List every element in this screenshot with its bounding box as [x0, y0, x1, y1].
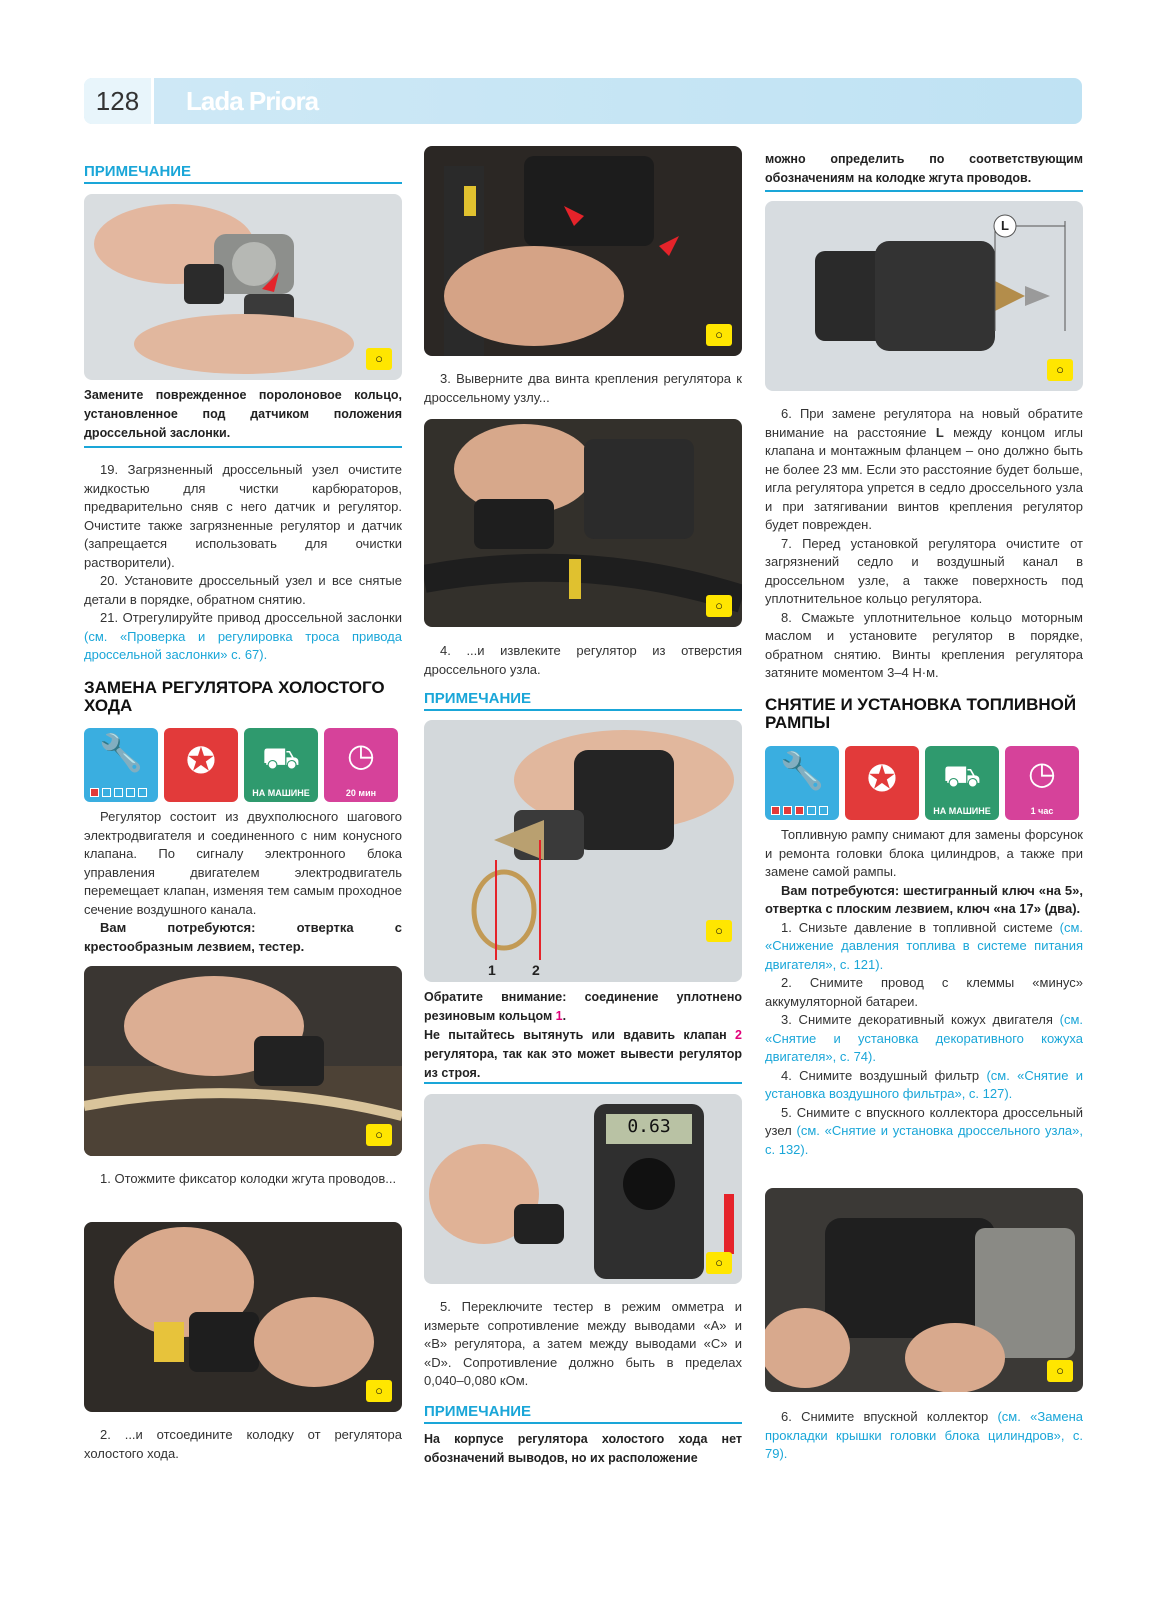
step-3-text: 3. Снимите декоративный кожух двигателя [781, 1012, 1060, 1027]
photo-step-3 [424, 146, 742, 356]
step-1 [765, 919, 1083, 975]
step-1-text: 1. Снизьте давление в топливной системе [781, 919, 1060, 935]
paragraph-8: 8. Смажьте уплотнительное кольцо моторным маслом и установите регулятор в порядке, обратном снятию. Винты крепления регулятора затяните моментом 3–4 Н·м. [765, 609, 1083, 680]
note-divider [424, 1082, 742, 1084]
paragraph-6-letter: L [935, 424, 944, 440]
fuel-rail-intro: Топливную рампу снимают для замены форсунок и ремонта головки блока цилиндров, а также при замене самой рампы. [765, 827, 1083, 879]
difficulty-level-2 [783, 806, 792, 815]
step-5-text: 5. Переключите тестер в режим омметра и измерьте сопротивление между выводами «A» и «B» регулятора, а затем между выводами «C» и «D». Сопротивление должно быть в пределах 0,040–0,080 кОм. [424, 1299, 742, 1388]
difficulty-level-5 [819, 806, 828, 815]
dimension-label: L [1001, 218, 1009, 233]
tools-paragraph: Вам потребуются: шестигранный ключ «на 5», отвертка с плоским лезвием, ключ «на 17» (два). [765, 882, 1083, 916]
photo-throttle-body [84, 194, 402, 380]
note-text-a: Обратите внимание: соединение уплотнено резиновым кольцом [424, 990, 742, 1023]
paragraph-block [765, 405, 1083, 683]
highlight-number-2: 2 [735, 1028, 742, 1042]
difficulty-level-2 [102, 788, 111, 797]
difficulty-level-5 [138, 788, 147, 797]
note-divider [765, 190, 1083, 192]
location-tile [925, 746, 999, 820]
photo-step-4 [424, 419, 742, 627]
callout-2: 2 [532, 962, 540, 978]
paragraph-6 [765, 405, 1083, 535]
time-tile [324, 728, 398, 802]
step-6-text: 6. Снимите впускной коллектор [781, 1409, 998, 1424]
intro-block [84, 808, 402, 956]
multimeter-reading: 0.63 [627, 1116, 671, 1137]
book-title: Lada Priora [186, 86, 319, 116]
step-2-text: 2. ...и отсоедините колодку от регулятора холостого хода. [84, 1427, 402, 1461]
photo-regulator-dimension [765, 201, 1083, 391]
photo-multimeter [424, 1094, 742, 1284]
workers-tile [845, 746, 919, 820]
cross-reference-link[interactable]: (см. «Замена прокладки крышки головки блока цилиндров», с. 79). [765, 1409, 1083, 1461]
step-6-text-block [765, 1408, 1083, 1464]
cross-reference-link[interactable]: (см. «Снижение давления топлива в системе питания двигателя», с. 121). [765, 919, 1083, 972]
section-title-fuel-rail: СНЯТИЕ И УСТАНОВКА ТОПЛИВНОЙ РАМПЫ [765, 695, 1077, 732]
difficulty-tile [765, 746, 839, 820]
difficulty-level-4 [807, 806, 816, 815]
paragraph-19: 19. Загрязненный дроссельный узел очистите жидкостью для чистки карбюраторов, предварительно сняв с него датчик и регулятор. Очистите также загрязненные регулятор и датчик (запрещается использовать для очистки растворители). [84, 462, 402, 570]
cross-reference-link[interactable]: (см. «Проверка и регулировка троса привода дроссельной заслонки» с. 67). [84, 628, 402, 662]
time-caption: 1 час [1030, 806, 1054, 816]
step-4-text-block [424, 642, 742, 679]
difficulty-tile [84, 728, 158, 802]
photo-regulator-ring [424, 720, 742, 982]
time-caption: 20 мин [345, 788, 377, 798]
step-1-text-block [84, 1170, 402, 1189]
step-2-text-block [84, 1426, 402, 1463]
workers-tile [164, 728, 238, 802]
location-caption: НА МАШИНЕ [252, 788, 310, 798]
step-5-text: 5. Снимите с впускного коллектора дроссельный узел [765, 1104, 1083, 1138]
note-text-terminals: На корпусе регулятора холостого хода нет обозначений выводов, но их расположение [424, 1432, 742, 1465]
paragraph-6-b: между концом иглы клапана и монтажным фланцем – оно должно быть не более 23 мм. Если это расстояние будет больше, игла регулятора упрется в седло дроссельного узла и при затягивании винтов крепления регулятор будет поврежден. [765, 424, 1083, 532]
cross-reference-link[interactable]: (см. «Снятие и установка декоративного кожуха двигателя», с. 74). [765, 1012, 1083, 1064]
difficulty-level-4 [126, 788, 135, 797]
note-text-b2: регулятора, так как это может вывести регулятор из строя. [424, 1047, 742, 1080]
note-heading: ПРИМЕЧАНИЕ [424, 1403, 742, 1424]
paragraph-21-text: 21. Отрегулируйте привод дроссельной заслонки [100, 610, 402, 625]
photo-intake-manifold [765, 1188, 1083, 1392]
paragraph-block [84, 461, 402, 665]
highlight-number-1: 1 [555, 1009, 563, 1023]
page-number: 128 [84, 78, 154, 124]
wrench-icon: 🔧 [779, 750, 825, 791]
difficulty-level-3 [795, 806, 804, 815]
photo-step-2 [84, 1222, 402, 1412]
location-caption: НА МАШИНЕ [933, 806, 991, 816]
clock-icon: ◷ [1028, 755, 1056, 791]
section-title-idle-regulator: ЗАМЕНА РЕГУЛЯТОРА ХОЛОСТОГО ХОДА [84, 678, 385, 715]
time-tile [1005, 746, 1079, 820]
person-icon: ✪ [866, 758, 898, 799]
step-6 [765, 1408, 1083, 1464]
step-3-text: 3. Выверните два винта крепления регулятора к дроссельному узлу... [424, 371, 742, 405]
step-3-text-block [424, 370, 742, 407]
step-1-text: 1. Отожмите фиксатор колодки жгута проводов... [100, 1171, 397, 1186]
camera-icon: ○ [706, 1252, 732, 1274]
info-tiles [84, 728, 402, 802]
difficulty-level-1 [90, 788, 99, 797]
note-text: Замените поврежденное поролоновое кольцо, установленное под датчиком положения дроссельной заслонки. [84, 388, 402, 440]
car-icon: ⛟ [262, 742, 300, 775]
info-tiles [765, 746, 1083, 820]
paragraph-7: 7. Перед установкой регулятора очистите от загрязнений седло и воздушный канал в дроссельном узле, а также поверхность под уплотнительное кольцо регулятора. [765, 535, 1083, 606]
wrench-icon: 🔧 [98, 732, 144, 773]
clock-icon: ◷ [347, 737, 375, 773]
paragraph-20: 20. Установите дроссельный узел и все снятые детали в порядке, обратном снятию. [84, 573, 402, 607]
step-4-text: 4. Снимите воздушный фильтр [781, 1067, 987, 1083]
camera-icon: ○ [1047, 1360, 1073, 1382]
tools-paragraph: Вам потребуются: отвертка с крестообразным лезвием, тестер. [84, 920, 402, 954]
location-tile [244, 728, 318, 802]
difficulty-level-1 [771, 806, 780, 815]
camera-icon: ○ [706, 324, 732, 346]
camera-icon: ○ [366, 1124, 392, 1146]
step-4 [765, 1067, 1083, 1104]
difficulty-level-3 [114, 788, 123, 797]
note-text-ring: Обратите внимание: соединение уплотнено резиновым кольцом 1. Не пытайтесь вытянуть или вдавить клапан 2 регулятора, так как это может вывести регулятор из строя. [424, 990, 742, 1080]
camera-icon: ○ [366, 348, 392, 370]
camera-icon: ○ [366, 1380, 392, 1402]
paragraph-6-a: 6. При замене регулятора на новый обратите внимание на расстояние [765, 406, 1083, 440]
note-text-b1: Не пытайтесь вытянуть или вдавить клапан [424, 1028, 736, 1042]
step-3 [765, 1011, 1083, 1067]
note-heading: ПРИМЕЧАНИЕ [424, 690, 742, 711]
photo-step-1 [84, 966, 402, 1156]
camera-icon: ○ [706, 920, 732, 942]
cross-reference-link[interactable]: (см. «Снятие и установка дроссельного узла», с. 132). [765, 1123, 1083, 1157]
note-text-continued: можно определить по соответствующим обозначениям на колодке жгута проводов. [765, 152, 1083, 185]
camera-icon: ○ [706, 595, 732, 617]
intro-paragraph: Регулятор состоит из двухполюсного шагового электродвигателя и соединенного с ним конусного клапана. По сигналу электронного блока управления двигателем электродвигатель перемещает клапан, изменяя тем самым проходное сечение воздушного канала. [84, 809, 402, 917]
paragraph-21 [84, 609, 402, 665]
note-heading: ПРИМЕЧАНИЕ [84, 163, 402, 184]
person-icon: ✪ [185, 740, 217, 781]
fuel-rail-steps [765, 826, 1083, 1159]
car-icon: ⛟ [943, 760, 981, 793]
camera-icon: ○ [1047, 359, 1073, 381]
callout-1: 1 [488, 962, 496, 978]
step-5-text-block [424, 1298, 742, 1391]
step-2: 2. Снимите провод с клеммы «минус» аккумуляторной батареи. [765, 975, 1083, 1009]
step-4-text: 4. ...и извлеките регулятор из отверстия дроссельного узла. [424, 643, 742, 677]
cross-reference-link[interactable]: (см. «Снятие и установка воздушного фильтра», с. 127). [765, 1067, 1083, 1101]
step-5 [765, 1104, 1083, 1160]
note-divider [84, 446, 402, 448]
